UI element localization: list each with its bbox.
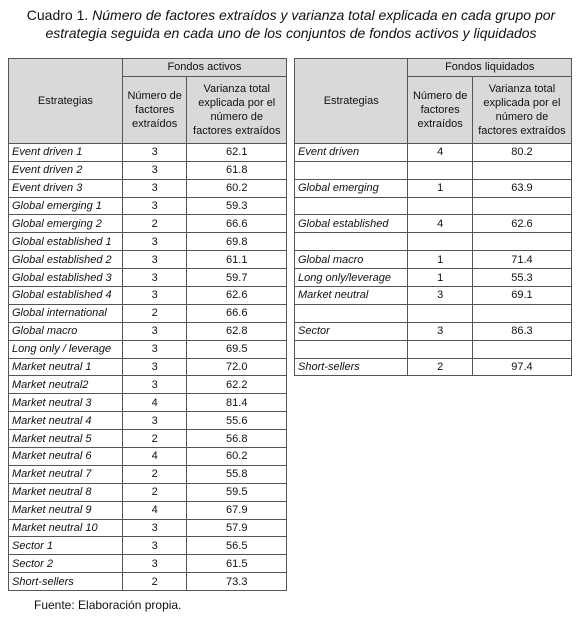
strategy-name: Market neutral2 [9,376,123,394]
strategy-name: Long only/leverage [295,269,408,287]
group-header-active: Fondos activos [122,59,286,77]
factors-value: 3 [122,519,187,537]
table-row [295,358,572,376]
variance-value: 56.5 [187,537,287,555]
caption-title: Número de factores extraídos y varianza total explicada en cada grupo por estrategia seguida en cada uno de los conjuntos de fondos activos y liquidados [45,7,556,41]
variance-value: 86.3 [472,322,571,340]
strategy-name: Market neutral 7 [9,465,123,483]
table-row [9,269,287,287]
variance-value: 62.2 [187,376,287,394]
factors-value: 3 [122,161,187,179]
variance-value: 62.8 [187,322,287,340]
variance-value: 59.7 [187,269,287,287]
factors-value: 3 [122,322,187,340]
table-row [9,251,287,269]
factors-value: 4 [122,448,187,466]
strategy-name: Market neutral 3 [9,394,123,412]
strategy-name: Event driven [295,143,408,161]
factors-value: 3 [122,376,187,394]
factors-value: 3 [122,197,187,215]
strategy-name: Market neutral 8 [9,483,123,501]
factors-value: 2 [122,430,187,448]
variance-value: 62.1 [187,143,287,161]
strategy-name: Global emerging [295,179,408,197]
strategy-name: Global established 2 [9,251,123,269]
table-row [9,358,287,376]
table-row [9,304,287,322]
caption-label: Cuadro 1. [26,7,93,23]
factors-value: 3 [122,179,187,197]
strategy-name: Market neutral 6 [9,448,123,466]
variance-value: 69.8 [187,233,287,251]
table-row [9,394,287,412]
liquidated-table-body [295,143,572,376]
factors-value: 2 [122,483,187,501]
liquidated-funds-table [294,58,572,376]
strategy-name: Global macro [9,322,123,340]
factors-value: 3 [122,251,187,269]
variance-value: 67.9 [187,501,287,519]
variance-value: 61.5 [187,555,287,573]
strategy-name: Global emerging 2 [9,215,123,233]
table-row [295,143,572,161]
table-row [9,287,287,305]
strategy-name: Global macro [295,251,408,269]
table-row-empty [295,197,572,215]
variance-value: 66.6 [187,215,287,233]
col-header-factors: Número de factores extraídos [408,76,472,143]
table-row [9,179,287,197]
variance-value: 81.4 [187,394,287,412]
strategy-name: Event driven 1 [9,143,123,161]
factors-value: 4 [408,143,472,161]
factors-value: 3 [122,233,187,251]
strategy-name: Long only / leverage [9,340,123,358]
strategy-name: Short-sellers [9,573,123,591]
table-row [9,483,287,501]
table-row [9,519,287,537]
factors-value: 3 [122,269,187,287]
col-header-factors: Número de factores extraídos [122,76,187,143]
strategy-name: Sector 1 [9,537,123,555]
variance-value: 57.9 [187,519,287,537]
variance-value: 60.2 [187,179,287,197]
variance-value: 61.1 [187,251,287,269]
table-row [9,233,287,251]
strategy-name: Global established 1 [9,233,123,251]
active-table-body [9,143,287,590]
source-note: Fuente: Elaboración propia. [34,598,182,612]
factors-value: 1 [408,269,472,287]
variance-value: 69.5 [187,340,287,358]
factors-value: 3 [122,143,187,161]
variance-value: 63.9 [472,179,571,197]
strategy-name: Market neutral 9 [9,501,123,519]
factors-value: 3 [122,358,187,376]
factors-value: 3 [122,555,187,573]
table-row [9,430,287,448]
table-row [9,340,287,358]
factors-value: 3 [122,340,187,358]
strategy-name: Global established 3 [9,269,123,287]
col-header-variance: Varianza total explicada por el número de factores extraídos [187,76,287,143]
table-row [9,215,287,233]
strategy-name: Sector 2 [9,555,123,573]
variance-value: 97.4 [472,358,571,376]
table-row [9,322,287,340]
table-row [9,412,287,430]
table-caption [8,6,574,42]
factors-value: 1 [408,251,472,269]
variance-value: 59.3 [187,197,287,215]
table-row [295,269,572,287]
factors-value: 3 [408,322,472,340]
strategy-name: Market neutral 10 [9,519,123,537]
strategy-name: Global emerging 1 [9,197,123,215]
table-row [9,197,287,215]
col-header-strategy: Estrategias [9,59,123,144]
strategy-name: Global established 4 [9,287,123,305]
factors-value: 2 [122,573,187,591]
variance-value: 62.6 [187,287,287,305]
table-row [295,215,572,233]
variance-value: 69.1 [472,287,571,305]
factors-value: 2 [408,358,472,376]
variance-value: 60.2 [187,448,287,466]
table-row [295,287,572,305]
factors-value: 4 [408,215,472,233]
factors-value: 1 [408,179,472,197]
factors-value: 3 [408,287,472,305]
table-row [9,161,287,179]
strategy-name: Market neutral [295,287,408,305]
factors-value: 3 [122,412,187,430]
strategy-name: Global established [295,215,408,233]
variance-value: 80.2 [472,143,571,161]
factors-value: 2 [122,215,187,233]
factors-value: 4 [122,501,187,519]
col-header-variance: Varianza total explicada por el número de factores extraídos [472,76,571,143]
variance-value: 55.3 [472,269,571,287]
table-row [9,537,287,555]
active-funds-table [8,58,287,591]
group-header-liquidated: Fondos liquidados [408,59,572,77]
table-row [295,179,572,197]
strategy-name: Event driven 2 [9,161,123,179]
variance-value: 59.5 [187,483,287,501]
factors-value: 2 [122,304,187,322]
table-row [9,465,287,483]
factors-value: 3 [122,287,187,305]
factors-value: 3 [122,537,187,555]
variance-value: 66.6 [187,304,287,322]
factors-value: 4 [122,394,187,412]
variance-value: 62.6 [472,215,571,233]
strategy-name: Market neutral 4 [9,412,123,430]
strategy-name: Market neutral 1 [9,358,123,376]
table-row-empty [295,340,572,358]
table-row [295,251,572,269]
factors-value: 2 [122,465,187,483]
strategy-name: Event driven 3 [9,179,123,197]
strategy-name: Global international [9,304,123,322]
variance-value: 72.0 [187,358,287,376]
strategy-name: Sector [295,322,408,340]
strategy-name: Short-sellers [295,358,408,376]
variance-value: 71.4 [472,251,571,269]
variance-value: 61.8 [187,161,287,179]
table-row [9,555,287,573]
table-row [295,322,572,340]
table-row [9,143,287,161]
table-row [9,573,287,591]
table-row [9,501,287,519]
strategy-name: Market neutral 5 [9,430,123,448]
variance-value: 73.3 [187,573,287,591]
variance-value: 56.8 [187,430,287,448]
variance-value: 55.8 [187,465,287,483]
table-row [9,448,287,466]
table-row [9,376,287,394]
variance-value: 55.6 [187,412,287,430]
col-header-strategy: Estrategias [295,59,408,144]
